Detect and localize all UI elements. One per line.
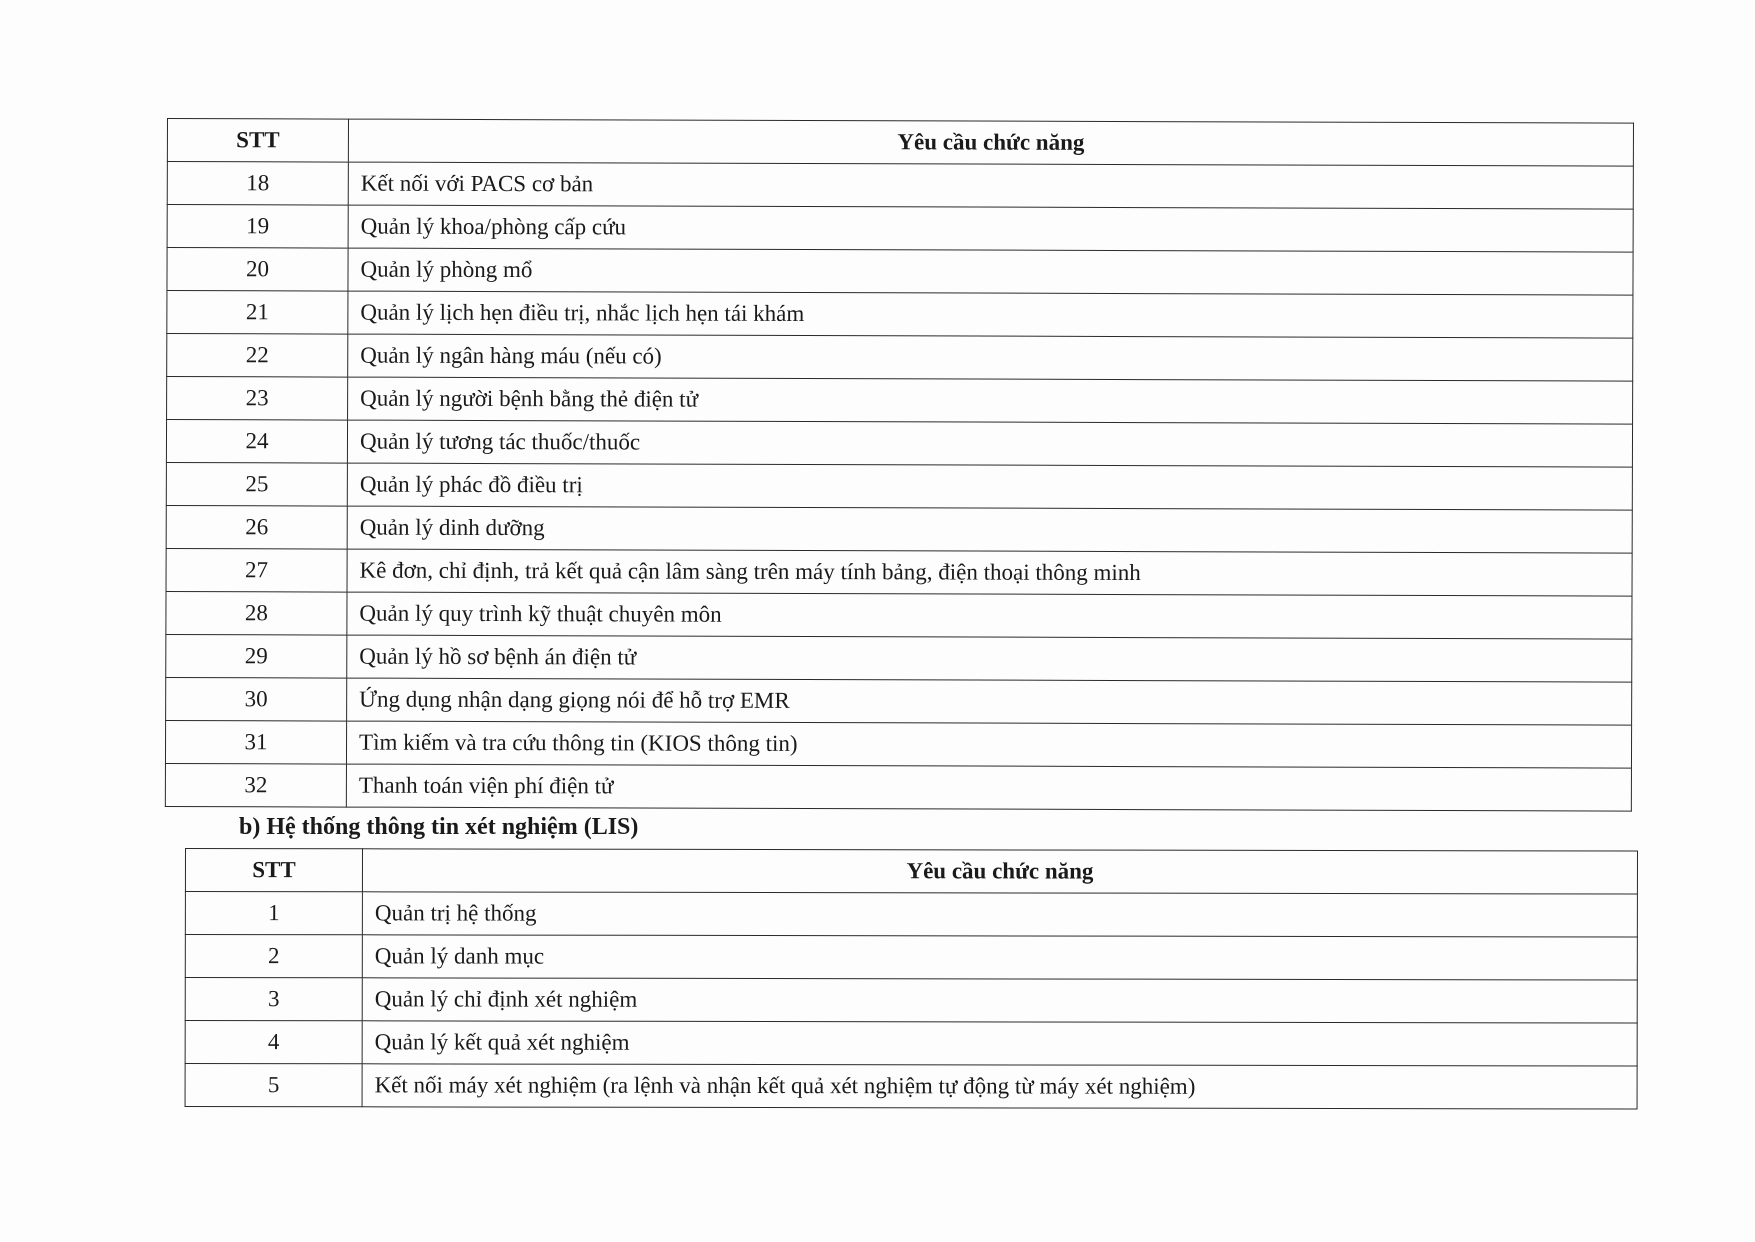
row-requirement: Kết nối với PACS cơ bản [348,162,1633,209]
table-row [166,677,1632,725]
row-requirement: Quản lý dinh dưỡng [347,506,1632,553]
table-row [166,548,1632,596]
row-stt: 29 [166,634,347,678]
table-row [167,248,1633,296]
table-row [166,420,1632,468]
table-row [185,892,1637,938]
table-row [166,591,1632,639]
his-table-body [165,162,1633,812]
table-row [165,720,1631,768]
lis-table-body [185,892,1637,1110]
row-stt: 18 [167,162,348,206]
row-stt: 2 [185,935,362,978]
header-stt: STT [185,849,362,892]
row-requirement: Quản lý ngân hàng máu (nếu có) [348,334,1633,381]
row-requirement: Quản lý khoa/phòng cấp cứu [348,205,1633,252]
table-row [167,377,1633,425]
table-row [165,763,1631,811]
row-stt: 1 [185,892,362,935]
table-header-row [167,119,1633,167]
header-requirement: Yêu cầu chức năng [362,849,1637,894]
row-requirement: Quản lý hồ sơ bệnh án điện tử [347,635,1632,682]
table-header-row [185,849,1637,895]
row-requirement: Ứng dụng nhận dạng giọng nói để hỗ trợ EMR [347,678,1632,725]
row-stt: 5 [185,1064,362,1107]
row-stt: 22 [167,334,348,378]
row-requirement: Tìm kiếm và tra cứu thông tin (KIOS thông tin) [346,721,1631,768]
table-row [185,1064,1637,1110]
table-row [185,978,1637,1024]
row-stt: 21 [167,291,348,335]
row-requirement: Quản lý kết quả xét nghiệm [362,1021,1637,1066]
his-requirements-table [165,118,1634,812]
table-row [166,634,1632,682]
row-requirement: Thanh toán viện phí điện tử [346,764,1631,811]
row-requirement: Quản trị hệ thống [362,892,1637,937]
table-row [167,291,1633,339]
row-stt: 24 [166,420,347,464]
lis-requirements-table [185,848,1638,1110]
row-stt: 26 [166,505,347,549]
row-stt: 28 [166,591,347,635]
table-row [185,935,1637,981]
row-stt: 23 [167,377,348,421]
table-row [167,205,1633,253]
row-requirement: Kết nối máy xét nghiệm (ra lệnh và nhận kết quả xét nghiệm tự động từ máy xét nghiệm) [362,1064,1637,1109]
row-stt: 4 [185,1021,362,1064]
table-row [166,462,1632,510]
row-requirement: Quản lý quy trình kỹ thuật chuyên môn [347,592,1632,639]
row-requirement: Quản lý danh mục [362,935,1637,980]
table-row [166,505,1632,553]
row-requirement: Kê đơn, chỉ định, trả kết quả cận lâm sàng trên máy tính bảng, điện thoại thông minh [347,549,1632,596]
row-stt: 25 [166,462,347,506]
table-row [167,162,1633,210]
row-requirement: Quản lý tương tác thuốc/thuốc [347,420,1632,467]
row-stt: 31 [165,720,346,764]
table-row [167,334,1633,382]
table-row [185,1021,1637,1067]
lis-section-heading: b) Hệ thống thông tin xét nghiệm (LIS) [239,814,639,840]
row-requirement: Quản lý người bệnh bằng thẻ điện tử [348,377,1633,424]
header-requirement: Yêu cầu chức năng [348,119,1633,166]
row-stt: 32 [165,763,346,807]
header-stt: STT [167,119,348,163]
row-stt: 27 [166,548,347,592]
row-stt: 30 [166,677,347,721]
row-stt: 19 [167,205,348,249]
row-requirement: Quản lý phòng mổ [348,248,1633,295]
row-stt: 20 [167,248,348,292]
row-stt: 3 [185,978,362,1021]
row-requirement: Quản lý lịch hẹn điều trị, nhắc lịch hẹn tái khám [348,291,1633,338]
row-requirement: Quản lý chỉ định xét nghiệm [362,978,1637,1023]
row-requirement: Quản lý phác đồ điều trị [347,463,1632,510]
